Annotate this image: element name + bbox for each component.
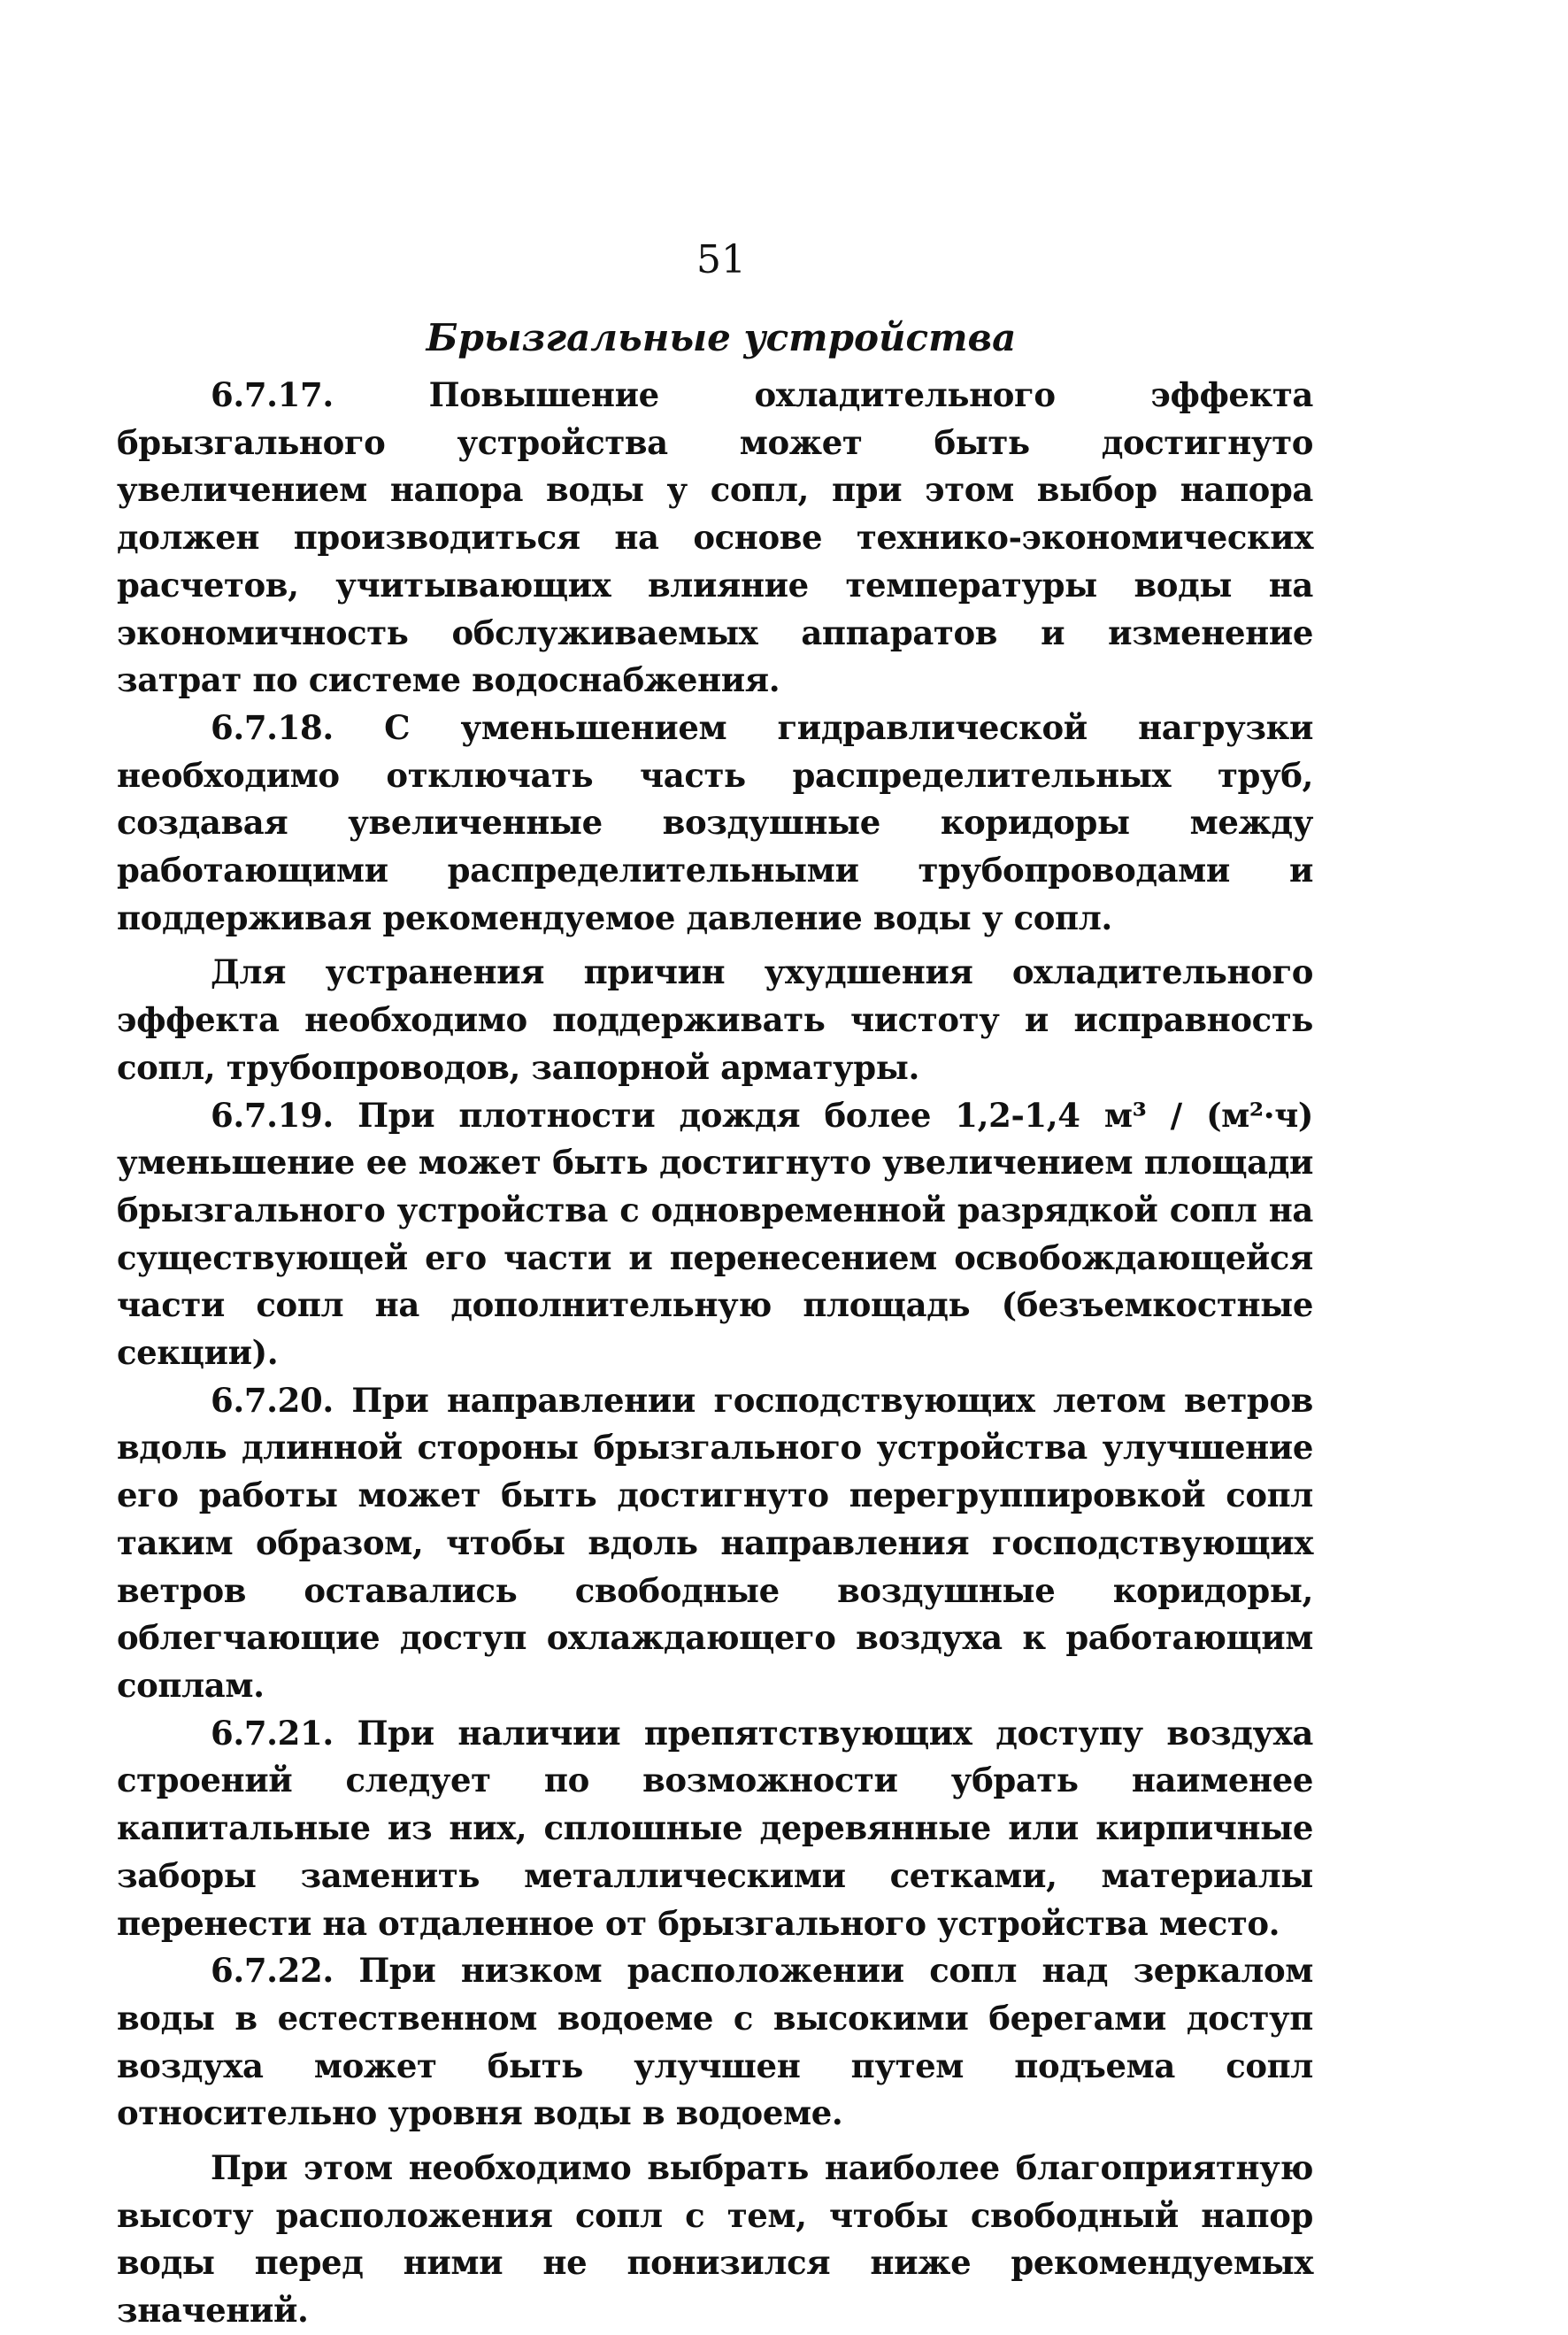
section-title: Брызгальные устройства (426, 316, 1017, 359)
document-body (117, 372, 1313, 2335)
paragraph-6-7-20: 6.7.20. При направлении господствующих летом ветров вдоль длинной стороны брызгального устройства улучшение его работы может быть достигнуто перегруппировкой сопл таким образом, чтобы вдоль направления господствующих ветров оставались свободные воздушные коридоры, облегчающие доступ охлаждающего воздуха к работающим соплам. (117, 1380, 1313, 1705)
paragraph-6-7-22: 6.7.22. При низком расположении сопл над зеркалом воды в естественном водоеме с высокими берегами доступ воздуха может быть улучшен путем подъема сопл относительно уровня воды в водоеме. (117, 1951, 1313, 2133)
paragraph-nozzle-maintenance: Для устранения причин ухудшения охладительного эффекта необходимо поддерживать чистоту и исправность сопл, трубопроводов, запорной арматуры. (117, 952, 1313, 1087)
paragraph-nozzle-height: При этом необходимо выбрать наиболее благоприятную высоту расположения сопл с тем, чтобы свободный напор воды перед ними не понизился ниже рекомендуемых значений. (117, 2148, 1313, 2331)
page-number: 51 (696, 237, 746, 282)
paragraph-6-7-17: 6.7.17. Повышение охладительного эффекта брызгального устройства может быть достигнуто увеличением напора воды у сопл, при этом выбор напора должен производиться на основе технико-экономических расчетов, учитывающих влияние температуры воды на экономичность обслуживаемых аппаратов и изменение затрат по системе водоснабжения. (117, 375, 1313, 700)
paragraph-6-7-19: 6.7.19. При плотности дождя более 1,2-1,4 м³ / (м²·ч) уменьшение ее может быть достигнуто увеличением площади брызгального устройства с одновременной разрядкой сопл на существующей его части и перенесением освобождающейся части сопл на дополнительную площадь (безъемкостные секции). (117, 1095, 1313, 1373)
paragraph-6-7-21: 6.7.21. При наличии препятствующих доступу воздуха строений следует по возможности убрать наименее капитальные из них, сплошные деревянные или кирпичные заборы заменить металлическими сетками, материалы перенести на отдаленное от брызгального устройства место. (117, 1713, 1313, 1943)
paragraph-6-7-18: 6.7.18. С уменьшением гидравлической нагрузки необходимо отключать часть распределительных труб, создавая увеличенные воздушные коридоры между работающими распределительными трубопроводами и поддерживая рекомендуемое давление воды у сопл. (117, 707, 1313, 937)
